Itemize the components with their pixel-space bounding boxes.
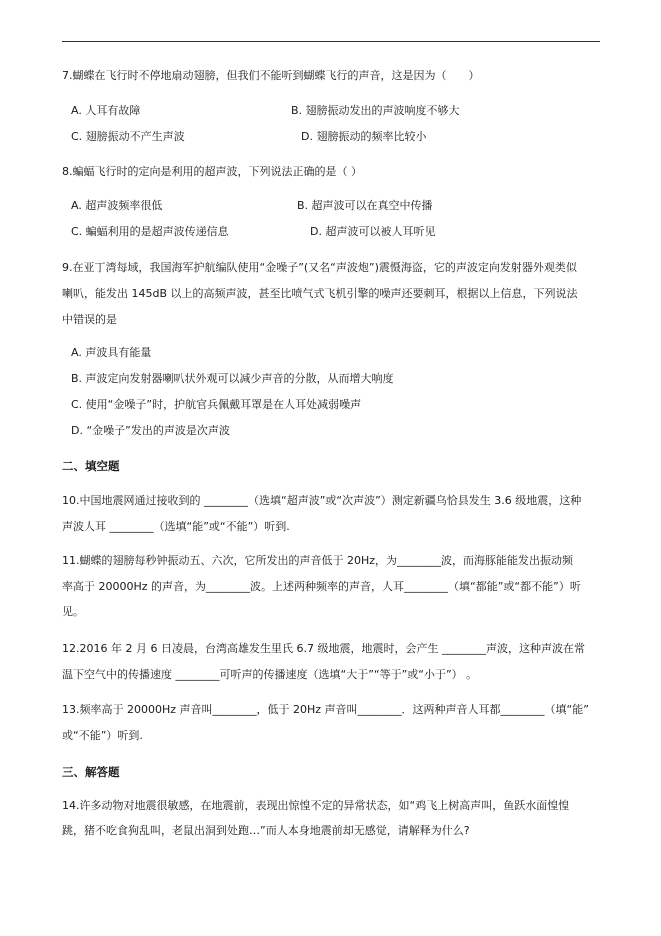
question-8-option-c: C. 蝙蝠利用的是超声波传递信息 (71, 225, 229, 238)
section-heading-fill-in: 二、填空题 (62, 459, 120, 473)
question-8-option-a: A. 超声波频率很低 (71, 199, 163, 212)
question-7-option-d: D. 翅膀振动的频率比较小 (301, 130, 427, 143)
question-8-stem: 8.蝙蝠飞行时的定向是利用的超声波，下列说法正确的是（ ） (62, 165, 362, 178)
question-11-line-3: 见。 (62, 605, 84, 618)
question-10-line-1: 10.中国地震网通过接收到的 ________（选填“超声波”或“次声波”）测定新疆乌恰县发生 3.6 级地震，这种 (62, 494, 582, 507)
question-7-stem: 7.蝴蝶在飞行时不停地扇动翅膀，但我们不能听到蝴蝶飞行的声音，这是因为（ ） (62, 69, 480, 82)
question-9-option-a: A. 声波具有能量 (71, 346, 152, 359)
question-8-option-d: D. 超声波可以被人耳听见 (310, 225, 436, 238)
question-9-line-3: 中错误的是 (62, 313, 117, 326)
question-13-line-1: 13.频率高于 20000Hz 声音叫________，低于 20Hz 声音叫________．这两种声音人耳都________（填“能” (62, 703, 589, 716)
question-7-option-c: C. 翅膀振动不产生声波 (71, 130, 185, 143)
question-9-line-1: 9.在亚丁湾每域，我国海军护航编队使用“金噪子”(又名“声波炮”)震慑海盗，它的声波定向发射器外观类似 (62, 261, 577, 274)
question-10-line-2: 声波人耳 ________（选填“能”或“不能”）听到. (62, 520, 290, 533)
question-9-option-b: B. 声波定向发射器喇叭状外观可以减少声音的分散，从而增大响度 (71, 372, 394, 385)
question-11-line-2: 率高于 20000Hz 的声音，为________波。上述两种频率的声音，人耳________（填“都能”或“都不能”）听 (62, 580, 581, 593)
section-heading-answer: 三、解答题 (62, 765, 120, 779)
question-12-line-1: 12.2016 年 2 月 6 日凌晨，台湾高雄发生里氏 6.7 级地震，地震时，会产生 ________声波，这种声波在常 (62, 642, 585, 655)
question-11-line-1: 11.蝴蝶的翅膀每秒钟振动五、六次，它所发出的声音低于 20Hz，为________波，而海豚能能发出振动频 (62, 554, 574, 567)
question-7-option-b: B. 翅膀振动发出的声波响度不够大 (291, 104, 460, 117)
header-rule (62, 41, 600, 42)
question-8-option-b: B. 超声波可以在真空中传播 (297, 199, 433, 212)
question-12-line-2: 温下空气中的传播速度 ________可听声的传播速度（选填“大于”“等于”或“小于”） 。 (62, 668, 478, 681)
question-13-line-2: 或“不能”）听到. (62, 729, 143, 742)
question-14-line-1: 14.许多动物对地震很敏感，在地震前，表现出惊惶不定的异常状态，如“鸡飞上树高声叫，鱼跃水面惶惶 (62, 799, 570, 812)
question-7-option-a: A. 人耳有故障 (71, 104, 141, 117)
question-9-option-c: C. 使用“金噪子”时，护航官兵佩戴耳罩是在人耳处减弱噪声 (71, 398, 362, 411)
question-9-option-d: D. “金噪子”发出的声波是次声波 (71, 424, 230, 437)
question-9-line-2: 喇叭，能发出 145dB 以上的高频声波，甚至比喷气式飞机引擎的噪声还要刺耳，根据以上信息，下列说法 (62, 287, 578, 300)
question-14-line-2: 跳，猪不吃食狗乱叫，老鼠出洞到处跑…”而人本身地震前却无感觉，请解释为什么? (62, 824, 470, 837)
